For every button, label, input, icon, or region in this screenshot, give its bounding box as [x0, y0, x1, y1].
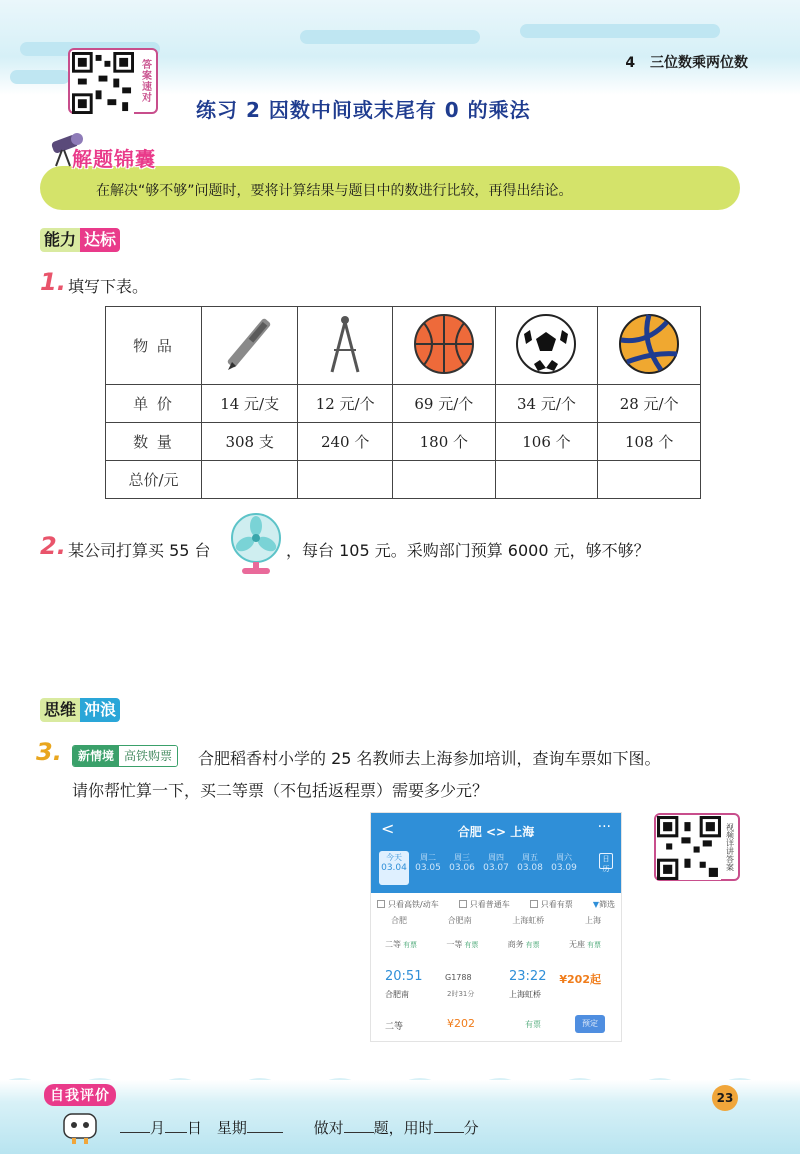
- date-weekday: 周五: [522, 853, 538, 862]
- booking-status: 有票: [525, 1020, 541, 1029]
- departure-time: 20:51: [385, 969, 423, 984]
- question-number: 3.: [36, 738, 62, 766]
- section-tag-ability: [40, 228, 120, 252]
- pen-icon: [220, 312, 280, 376]
- date-day: 03.05: [415, 863, 441, 873]
- row-head: 单 价: [106, 385, 202, 423]
- month-blank[interactable]: [120, 1119, 150, 1133]
- row-head: 总价/元: [106, 461, 202, 499]
- qty-cell: 308 支: [202, 423, 298, 461]
- date-tab[interactable]: [515, 851, 545, 885]
- trip-duration: 2时31分: [447, 990, 475, 998]
- filter-icon: ▼: [592, 899, 599, 909]
- item-cell: [392, 307, 495, 385]
- qr-label: 视频详讲答案: [725, 823, 735, 871]
- date-day: 03.06: [449, 863, 475, 873]
- qr-label: 答案速对: [139, 59, 151, 103]
- date-tab[interactable]: [549, 851, 579, 885]
- train-ticket-app: [370, 812, 622, 1042]
- filter-high-speed[interactable]: [377, 899, 439, 910]
- cloud-decoration: [300, 30, 480, 44]
- filter-bar: [377, 893, 615, 915]
- seat-class: 商务: [507, 940, 524, 949]
- qty-cell: 180 个: [392, 423, 495, 461]
- seat-option[interactable]: [446, 939, 478, 950]
- checkbox-icon: [377, 900, 385, 908]
- date-day: 03.07: [483, 863, 509, 873]
- seat-option[interactable]: [385, 939, 417, 950]
- section-tag-part-a: 能力: [40, 228, 80, 252]
- seat-option[interactable]: [569, 939, 601, 950]
- filter-label: 筛选: [599, 899, 615, 909]
- price-cell: 12 元/个: [298, 385, 393, 423]
- table-row: [106, 385, 701, 423]
- question-text-b: ，每台 105 元。采购部门预算 6000 元，够不够？: [286, 541, 650, 560]
- more-icon[interactable]: ···: [597, 819, 611, 835]
- video-qr-code[interactable]: [654, 813, 740, 881]
- station-option[interactable]: 合肥: [391, 916, 407, 925]
- route-title: 合肥 <> 上海: [457, 825, 535, 839]
- soccer-ball-icon: [514, 312, 578, 376]
- qty-cell: 108 个: [598, 423, 701, 461]
- station-option[interactable]: 上海: [584, 916, 601, 925]
- question-text-line1: 合肥稻香村小学的 25 名教师去上海参加培训，查询车票如下图。: [198, 749, 661, 768]
- section-tag-part-a: 思维: [40, 698, 80, 722]
- item-cell: [202, 307, 298, 385]
- date-weekday: 周二: [420, 853, 436, 862]
- booking-class: 二等: [385, 1022, 404, 1032]
- section-tag-part-b: 冲浪: [80, 698, 120, 722]
- seat-option[interactable]: [508, 939, 540, 950]
- electric-fan-icon: [228, 512, 284, 576]
- price-cell: 28 元/个: [598, 385, 701, 423]
- station-filter: [391, 915, 601, 926]
- price-cell: 34 元/个: [495, 385, 598, 423]
- page-number: 23: [712, 1085, 738, 1111]
- basketball-icon: [412, 312, 476, 376]
- date-day: 03.04: [381, 863, 407, 873]
- item-cell: [495, 307, 598, 385]
- badge-topic: 高铁购票: [119, 746, 177, 766]
- goods-table: [105, 306, 701, 499]
- badge-label: 新情境: [73, 746, 119, 766]
- train-listing[interactable]: [385, 969, 607, 1005]
- question-text-line2: 请你帮忙算一下，买二等票（不包括返程票）需要多少元？: [72, 781, 489, 800]
- section-tag-thinking: [40, 698, 120, 722]
- table-row: [106, 461, 701, 499]
- seat-class: 二等: [385, 940, 401, 949]
- station-option[interactable]: 上海虹桥: [512, 916, 545, 925]
- total-answer-cell[interactable]: [202, 461, 298, 499]
- self-eval-line: [120, 1117, 479, 1138]
- date-day: 03.09: [551, 863, 577, 873]
- compass-icon: [320, 312, 370, 376]
- chapter-number: 4: [625, 55, 636, 71]
- month-label: 月: [150, 1119, 166, 1137]
- volleyball-icon: [617, 312, 681, 376]
- question-text: 填写下表。: [68, 277, 149, 296]
- filter-available[interactable]: [530, 899, 573, 910]
- date-tab[interactable]: [379, 851, 409, 885]
- question-number: 1.: [40, 268, 66, 296]
- date-weekday: 周六: [556, 853, 572, 862]
- price-cell: 69 元/个: [392, 385, 495, 423]
- departure-station: 合肥南: [385, 990, 409, 999]
- date-day: 03.08: [517, 863, 543, 873]
- qty-cell: 240 个: [298, 423, 393, 461]
- date-tab[interactable]: [413, 851, 443, 885]
- qty-cell: 106 个: [495, 423, 598, 461]
- filter-button[interactable]: [593, 899, 615, 910]
- station-option[interactable]: 合肥南: [447, 916, 472, 925]
- qr-code-icon: [657, 816, 721, 880]
- qr-code-icon: [72, 52, 134, 114]
- arrival-time: 23:22: [509, 969, 547, 984]
- question-text-a: 某公司打算买 55 台: [68, 541, 211, 560]
- questions-label: 题，用时: [373, 1119, 434, 1137]
- calendar-label: 日历: [602, 855, 610, 873]
- filter-regular[interactable]: [459, 899, 510, 910]
- table-row: [106, 423, 701, 461]
- seat-class: 一等: [446, 940, 463, 949]
- chapter-title: 三位数乘两位数: [650, 55, 748, 71]
- row-head: 物 品: [106, 307, 202, 385]
- correct-blank[interactable]: [344, 1119, 374, 1133]
- tip-title: 解题锦囊: [72, 147, 156, 171]
- date-weekday: 周四: [488, 853, 504, 862]
- filter-label: 只看普通车: [469, 899, 510, 909]
- chapter-heading: [625, 52, 748, 72]
- date-tab[interactable]: [481, 851, 511, 885]
- date-weekday: 周三: [454, 853, 470, 862]
- question-number: 2.: [40, 532, 66, 560]
- tip-text: 在解决“够不够”问题时，要将计算结果与题目中的数进行比较，再得出结论。: [96, 183, 573, 199]
- total-answer-cell[interactable]: [298, 461, 393, 499]
- back-icon[interactable]: <: [381, 819, 395, 838]
- book-button[interactable]: 预定: [575, 1015, 605, 1033]
- date-tab[interactable]: [447, 851, 477, 885]
- booking-row: [385, 1015, 607, 1037]
- booking-price: ¥202: [447, 1017, 475, 1030]
- item-cell: [298, 307, 393, 385]
- filter-label: 只看有票: [540, 899, 573, 909]
- train-number: G1788: [445, 973, 472, 982]
- correct-label: 做对: [313, 1119, 344, 1137]
- row-head: 数 量: [106, 423, 202, 461]
- seat-status: 有票: [464, 941, 479, 949]
- app-header: [371, 813, 621, 893]
- price-cell: 14 元/支: [202, 385, 298, 423]
- mascot-icon: [58, 1106, 102, 1146]
- weekday-blank[interactable]: [247, 1119, 283, 1133]
- cloud-decoration: [520, 24, 720, 38]
- cloud-decoration: [10, 70, 70, 84]
- day-blank[interactable]: [165, 1119, 187, 1133]
- time-blank[interactable]: [434, 1119, 464, 1133]
- calendar-icon[interactable]: [599, 853, 613, 873]
- filter-label: 只看高铁/动车: [388, 899, 439, 909]
- new-scenario-badge: [72, 745, 178, 767]
- seat-status: 有票: [525, 941, 540, 949]
- arrival-station: 上海虹桥: [509, 990, 541, 999]
- date-weekday: 今天: [386, 853, 402, 862]
- weekday-label: 星期: [216, 1119, 247, 1137]
- self-eval-label: 自我评价: [44, 1084, 116, 1106]
- checkbox-icon: [459, 900, 467, 908]
- seat-class-bar: [385, 939, 601, 950]
- checkbox-icon: [530, 900, 538, 908]
- minutes-label: 分: [463, 1119, 479, 1137]
- table-row: [106, 307, 701, 385]
- answer-qr-code[interactable]: [68, 48, 158, 114]
- date-strip: [379, 851, 617, 885]
- item-cell: [598, 307, 701, 385]
- total-answer-cell[interactable]: [598, 461, 701, 499]
- seat-status: 有票: [403, 941, 417, 949]
- section-tag-part-b: 达标: [80, 228, 120, 252]
- seat-status: 有票: [586, 941, 601, 949]
- total-answer-cell[interactable]: [392, 461, 495, 499]
- total-answer-cell[interactable]: [495, 461, 598, 499]
- seat-class: 无座: [568, 940, 585, 949]
- day-label: 日: [187, 1119, 203, 1137]
- lowest-price: ¥202起: [559, 973, 601, 986]
- lesson-title: 练习 2 因数中间或末尾有 0 的乘法: [196, 98, 531, 122]
